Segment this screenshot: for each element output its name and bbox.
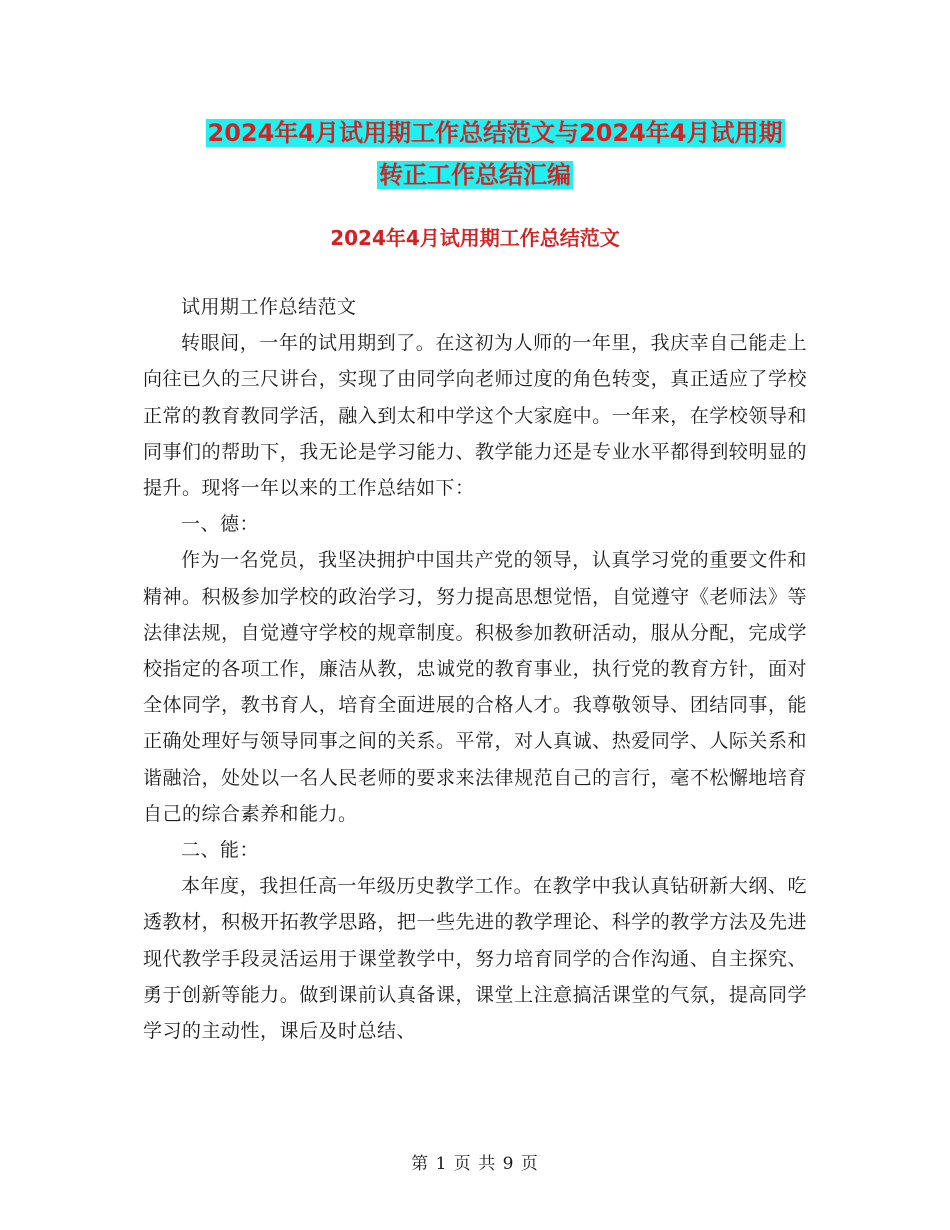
document-title [0, 112, 950, 196]
section-heading-de: 一、德： [181, 513, 260, 536]
section-heading-neng: 二、能： [181, 839, 260, 862]
page-number-footer: 第 1 页 共 9 页 [411, 1154, 539, 1174]
paragraph: 作为一名党员，我坚决拥护中国共产党的领导，认真学习党的重要文件和精神。积极参加学校的政治学习，努力提高思想觉悟，自觉遵守《老师法》等法律法规，自觉遵守学校的规章制度。积极参加教研活动，服从分配，完成学校指定的各项工作，廉洁从教，忠诚党的教育事业，执行党的教育方针，面对全体同学，教书育人，培育全面进展的合格人才。我尊敬领导、团结同事，能正确处理好与领导同事之间的关系。平常，对人真诚、热爱同学、人际关系和谐融洽，处处以一名人民老师的要求来法律规范自己的言行，毫不松懈地培育自己的综合素养和能力。 [143, 549, 807, 825]
title-highlight: 转正工作总结汇编 [379, 161, 571, 189]
paragraph: 转眼间，一年的试用期到了。在这初为人师的一年里，我庆幸自己能走上向往已久的三尺讲台，实现了由同学向老师过度的角色转变，真正适应了学校正常的教育教同学活，融入到太和中学这个大家庭中。一年来，在学校领导和同事们的帮助下，我无论是学习能力、教学能力还是专业水平都得到较明显的提升。现将一年以来的工作总结如下： [143, 332, 807, 500]
body-text [143, 289, 807, 1049]
paragraph: 本年度，我担任高一年级历史教学工作。在教学中我认真钻研新大纲、吃透教材，积极开拓教学思路，把一些先进的教学理论、科学的教学方法及先进现代教学手段灵活运用于课堂教学中，努力培育同学的合作沟通、自主探究、勇于创新等能力。做到课前认真备课，课堂上注意搞活课堂的气氛，提高同学学习的主动性，课后及时总结、 [143, 875, 807, 1043]
paragraph-heading: 试用期工作总结范文 [181, 296, 357, 318]
document-title-line-2 [0, 154, 950, 196]
section-title: 2024年4月试用期工作总结范文 [330, 226, 620, 250]
title-highlight: 2024年4月试用期工作总结范文与2024年4月试用期 [207, 119, 783, 147]
document-title-line-1 [40, 112, 950, 154]
